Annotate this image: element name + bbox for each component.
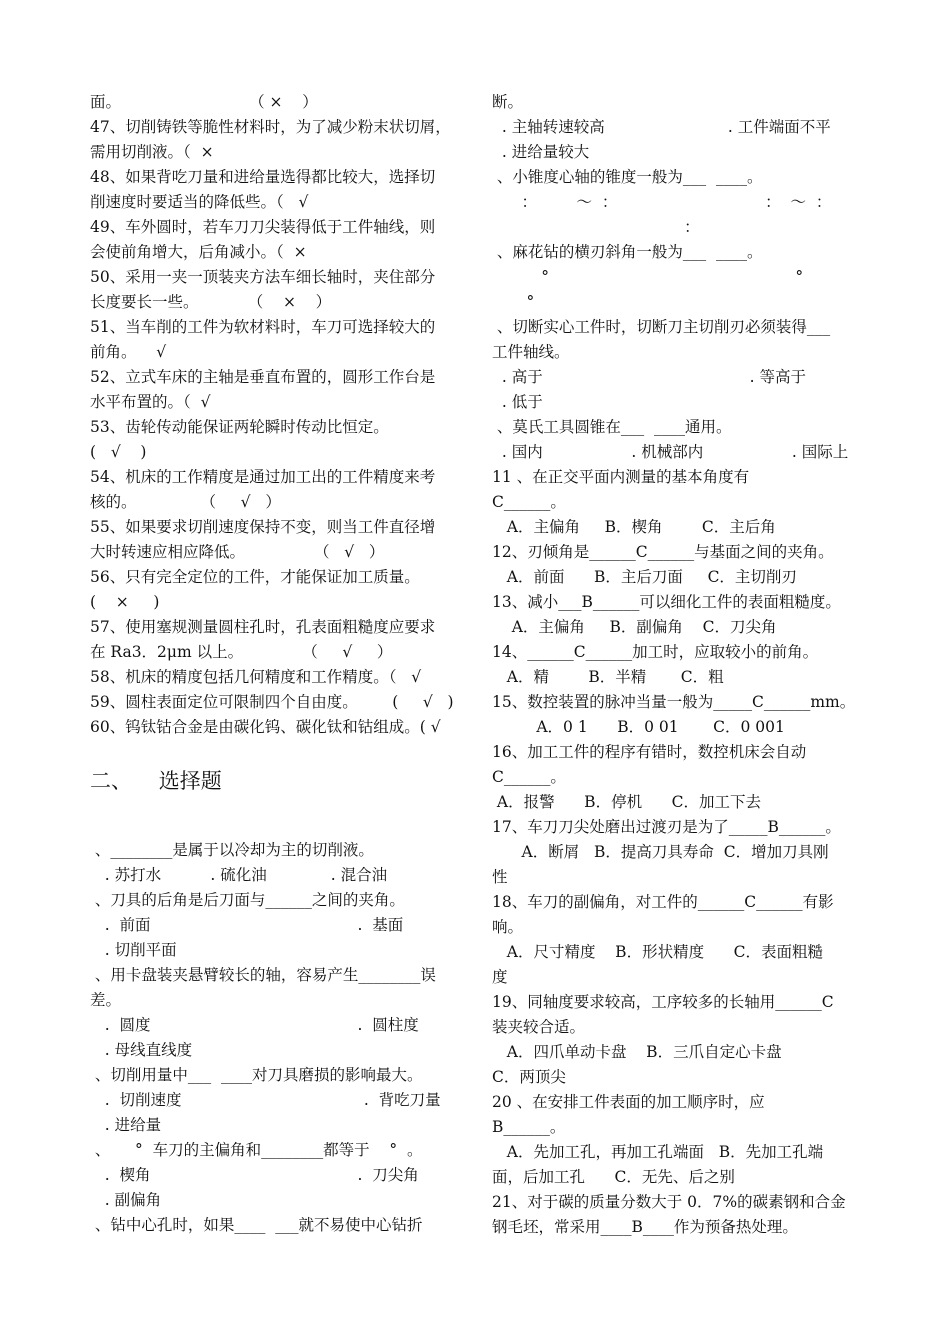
- text-line: . 国内 . 机械部内 . 国际上: [492, 443, 849, 461]
- text-line: 、切削用量中___ ____对刀具磨损的影响最大。: [90, 1066, 423, 1084]
- text-line: 需用切削液。（ ×: [90, 143, 214, 161]
- text-line: 51、当车削的工件为软材料时，车刀可选择较大的: [90, 318, 436, 336]
- left-column: [90, 90, 460, 1238]
- text-line: . 副偏角: [90, 1191, 162, 1209]
- text-line: 、刀具的后角是后刀面与______之间的夹角。: [90, 891, 405, 909]
- text-line: . 圆度 . 圆柱度: [90, 1016, 419, 1034]
- text-line: ( √ ): [90, 443, 147, 461]
- text-line: 装夹较合适。: [492, 1018, 586, 1036]
- text-line: 15、数控装置的脉冲当量一般为_____C______mm。: [492, 693, 856, 711]
- text-line: 差。: [90, 991, 122, 1009]
- multiple-choice-questions: [90, 838, 460, 1238]
- text-line: . 进给量: [90, 1116, 162, 1134]
- text-line: . 高于 . 等高于: [492, 368, 806, 386]
- text-line: 长度要长一些。 （ × ）: [90, 293, 332, 311]
- text-line: 17、车刀刀尖处磨出过渡刃是为了_____B______。: [492, 818, 841, 836]
- text-line: 水平布置的。（ √: [90, 393, 211, 411]
- text-line: A．先加工孔，再加工孔端面 B．先加工孔端: [492, 1143, 824, 1161]
- text-line: 20 、在安排工件表面的加工顺序时，应: [492, 1093, 765, 1111]
- text-line: 响。: [492, 918, 524, 936]
- text-line: 18、车刀的副偏角，对工件的______C______有影: [492, 893, 834, 911]
- text-line: 在 Ra3．2μm 以上。 （ √ ）: [90, 643, 393, 661]
- text-line: . 楔角 . 刀尖角: [90, 1166, 419, 1184]
- text-line: 60、钨钛钴合金是由碳化钨、碳化钛和钴组成。( √: [90, 718, 441, 736]
- text-line: . 切削平面: [90, 941, 177, 959]
- text-line: 14、______C______加工时，应取较小的前角。: [492, 643, 819, 661]
- text-line: 58、机床的精度包括几何精度和工作精度。（ √: [90, 668, 422, 686]
- text-line: C．两顶尖: [492, 1068, 566, 1086]
- text-line: ° °: [492, 268, 804, 286]
- text-line: 大时转速应相应降低。 （ √ ）: [90, 543, 385, 561]
- text-line: A．四爪单动卡盘 B．三爪自定心卡盘: [492, 1043, 782, 1061]
- text-line: . 进给量较大: [492, 143, 590, 161]
- text-line: 、莫氏工具圆锥在___ ____通用。: [492, 418, 732, 436]
- text-line: 21、对于碳的质量分数大于 0．7%的碳素钢和合金: [492, 1193, 846, 1211]
- text-line: A．精 B．半精 C．粗: [492, 668, 724, 686]
- text-line: A．主偏角 B．副偏角 C．刀尖角: [492, 618, 777, 636]
- text-line: C______。: [492, 768, 566, 786]
- text-line: 48、如果背吃刀量和进给量选得都比较大，选择切: [90, 168, 436, 186]
- text-line: 核的。 （ √ ）: [90, 493, 281, 511]
- text-line: C______。: [492, 493, 566, 511]
- text-line: ：: [492, 218, 700, 236]
- text-line: . 前面 . 基面: [90, 916, 404, 934]
- text-line: ： ～ ： ： ～ ：: [492, 193, 832, 211]
- text-line: A．主偏角 B．楔角 C．主后角: [492, 518, 776, 536]
- true-false-questions: [90, 90, 460, 740]
- text-line: 16、加工工件的程序有错时，数控机床会自动: [492, 743, 807, 761]
- text-line: 49、车外圆时，若车刀刀尖装得低于工件轴线，则: [90, 218, 436, 236]
- text-line: 53、齿轮传动能保证两轮瞬时传动比恒定。: [90, 418, 389, 436]
- text-line: 、用卡盘装夹悬臂较长的轴，容易产生________误: [90, 966, 436, 984]
- text-line: . 低于: [492, 393, 543, 411]
- text-line: B______。: [492, 1118, 566, 1136]
- section-title: 二、 选择题: [90, 769, 222, 793]
- text-line: 工件轴线。: [492, 343, 570, 361]
- text-line: 断。: [492, 93, 524, 111]
- text-line: 19、同轴度要求较高，工序较多的长轴用______C: [492, 993, 834, 1011]
- text-line: 56、只有完全定位的工件，才能保证加工质量。: [90, 568, 420, 586]
- text-line: 度: [492, 968, 508, 986]
- text-line: 、小锥度心轴的锥度一般为___ ____。: [492, 168, 763, 186]
- text-line: 50、采用一夹一顶装夹方法车细长轴时，夹住部分: [90, 268, 436, 286]
- text-line: 12、刃倾角是______C______与基面之间的夹角。: [492, 543, 834, 561]
- text-line: . 母线直线度: [90, 1041, 193, 1059]
- text-line: . 切削速度 . 背吃刀量: [90, 1091, 441, 1109]
- text-line: A．0 1 B．0 01 C．0 001: [492, 718, 785, 736]
- text-line: . 苏打水 . 硫化油 . 混合油: [90, 866, 388, 884]
- text-line: 面。 （ × ）: [90, 93, 318, 111]
- text-line: A．尺寸精度 B．形状精度 C．表面粗糙: [492, 943, 823, 961]
- text-line: 、________是属于以冷却为主的切削液。: [90, 841, 374, 859]
- text-line: 、切断实心工件时，切断刀主切削刃必须装得___: [492, 318, 831, 336]
- text-line: 57、使用塞规测量圆柱孔时，孔表面粗糙度应要求: [90, 618, 436, 636]
- text-line: 前角。 √: [90, 343, 167, 361]
- text-line: A．前面 B．主后刀面 C．主切削刃: [492, 568, 797, 586]
- text-line: . 主轴转速较高 . 工件端面不平: [492, 118, 831, 136]
- text-line: ( × ): [90, 593, 160, 611]
- text-line: 59、圆柱表面定位可限制四个自由度。 ( √ ): [90, 693, 454, 711]
- text-line: 削速度时要适当的降低些。（ √: [90, 193, 309, 211]
- text-line: 、麻花钻的横刃斜角一般为___ ____。: [492, 243, 763, 261]
- text-line: 47、切削铸铁等脆性材料时，为了减少粉末状切屑，: [90, 118, 451, 136]
- text-line: 13、减小___B______可以细化工件的表面粗糙度。: [492, 593, 841, 611]
- text-line: 面，后加工孔 C．无先、后之别: [492, 1168, 735, 1186]
- text-line: A．报警 B．停机 C．加工下去: [492, 793, 761, 811]
- text-line: A．断屑 B．提高刀具寿命 C．增加刀具刚: [492, 843, 829, 861]
- text-line: 55、如果要求切削速度保持不变，则当工件直径增: [90, 518, 436, 536]
- text-line: °: [492, 293, 535, 311]
- text-line: 11 、在正交平面内测量的基本角度有: [492, 468, 750, 486]
- right-column: [492, 90, 862, 1240]
- text-line: 、 ° 车刀的主偏角和________都等于 ° 。: [90, 1141, 423, 1159]
- text-line: 54、机床的工作精度是通过加工出的工件精度来考: [90, 468, 436, 486]
- text-line: 性: [492, 868, 508, 886]
- text-line: 、钻中心孔时，如果____ ___就不易使中心钻折: [90, 1216, 423, 1234]
- text-line: 52、立式车床的主轴是垂直布置的，圆形工作台是: [90, 368, 436, 386]
- text-line: 会使前角增大，后角减小。（ ×: [90, 243, 307, 261]
- text-line: 钢毛坯，常采用____B____作为预备热处理。: [492, 1218, 798, 1236]
